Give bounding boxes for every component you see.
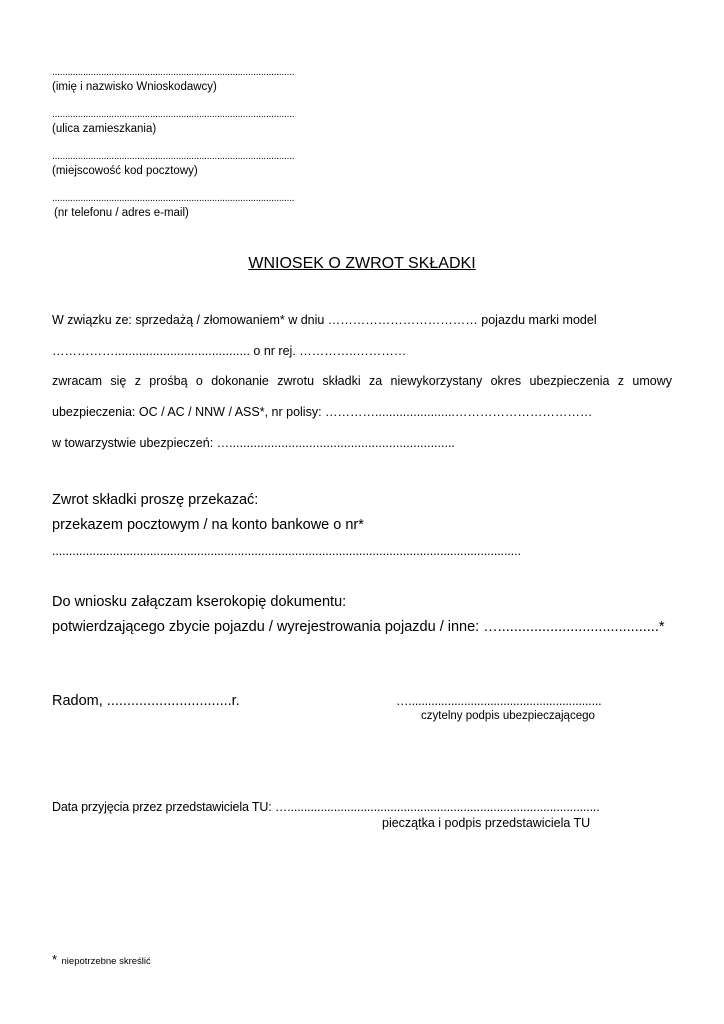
refund-account-line: ........................................................................................................................................... (52, 544, 521, 558)
signature-caption: czytelny podpis ubezpieczającego (421, 710, 595, 722)
body-line-1: W związku ze: sprzedażą / złomowaniem* w dniu ……………………………… pojazdu marki model (52, 313, 597, 327)
applicant-name-caption: (imię i nazwisko Wnioskodawcy) (52, 81, 217, 93)
contact-caption: (nr telefonu / adres e-mail) (54, 207, 189, 219)
place-date: Radom, ...............................r. (52, 693, 240, 709)
document-title: WNIOSEK O ZWROT SKŁADKI (248, 255, 476, 272)
refund-method: przekazem pocztowym / na konto bankowe o nr* (52, 517, 364, 533)
footnote-star: * (52, 952, 58, 967)
city-caption: (miejscowość kod pocztowy) (52, 165, 198, 177)
body-line-5: w towarzystwie ubezpieczeń: …................................................................. (52, 436, 455, 450)
reception-caption: pieczątka i podpis przedstawiciela TU (382, 816, 591, 830)
body-line-4: ubezpieczenia: OC / AC / NNW / ASS*, nr polisy: ………….......................…………………………… (52, 405, 593, 419)
body-line-2: ……………....................................... o nr rej. …………..………… (52, 344, 407, 358)
city-line: .............................................................................................. (52, 151, 295, 162)
body-line-3: zwracam się z prośbą o dokonanie zwrotu składki za niewykorzystany okres ubezpieczenia z umowy (52, 374, 672, 388)
attachment-heading: Do wniosku załączam kserokopię dokumentu: (52, 594, 347, 610)
refund-heading: Zwrot składki proszę przekazać: (52, 492, 259, 508)
street-caption: (ulica zamieszkania) (52, 123, 157, 135)
signature-line: …........................................................... (396, 694, 602, 708)
footnote (52, 951, 151, 969)
attachment-document: potwierdzającego zbycie pojazdu / wyrejestrowania pojazdu / inne: …........................................* (52, 619, 665, 635)
reception-line: Data przyjęcia przez przedstawiciela TU: ….............................................................................................. (52, 800, 600, 814)
footnote-text: niepotrzebne skreślić (61, 956, 151, 967)
applicant-name-line: .............................................................................................. (52, 67, 295, 78)
contact-line: .............................................................................................. (52, 193, 295, 204)
street-line: .............................................................................................. (52, 109, 295, 120)
